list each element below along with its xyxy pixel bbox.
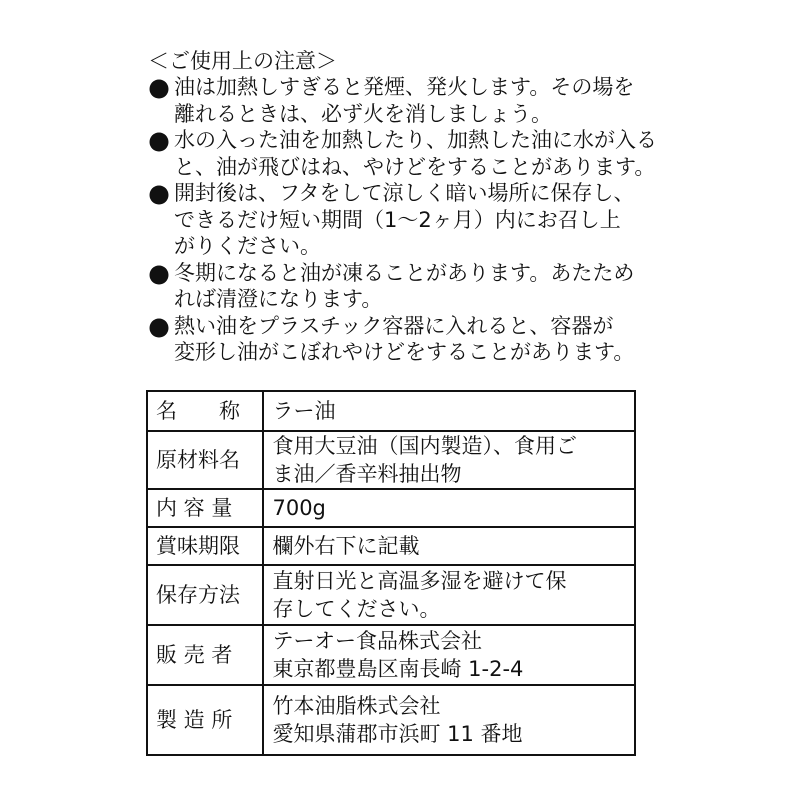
bullet-icon — [148, 184, 170, 206]
table-row-seller — [147, 625, 635, 685]
row-value — [263, 565, 635, 625]
note-line: 離れるときは、必ず火を消しましょう。 — [174, 101, 552, 126]
value-line: 食用大豆油（国内製造）、食用ご — [272, 434, 577, 458]
value-line: テーオー食品株式会社 — [272, 629, 483, 653]
row-label: 賞味期限 — [147, 527, 263, 565]
note-line: できるだけ短い期間（1～2ヶ月）内にお召し上 — [174, 207, 621, 232]
value-line: ラー油 — [272, 399, 336, 423]
note-line: 冬期になると油が凍ることがあります。あたため — [174, 260, 635, 285]
bullet-icon — [148, 78, 170, 100]
row-value — [263, 391, 635, 431]
note-line: がりください。 — [174, 234, 321, 258]
note-line: 油は加熱しすぎると発煙、発火します。その場を — [174, 75, 635, 99]
note-line: 変形し油がこぼれやけどをすることがあります。 — [174, 340, 635, 364]
note-item — [148, 180, 648, 260]
note-line: 開封後は、フタをして涼しく暗い場所に保存し、 — [174, 181, 635, 205]
table-row-name — [147, 391, 635, 431]
note-line: 水の入った油を加熱したり、加熱した油に水が入る — [174, 128, 657, 152]
value-line: 存してください。 — [272, 597, 441, 621]
value-line: ま油／香辛料抽出物 — [272, 462, 462, 486]
bullet-icon — [148, 317, 170, 339]
value-line: 竹本油脂株式会社 — [272, 694, 441, 718]
table-row-ingredients — [147, 431, 635, 489]
row-label: 保存方法 — [147, 565, 263, 625]
row-value — [263, 489, 635, 527]
bullet-icon — [148, 131, 170, 153]
row-value — [263, 527, 635, 565]
row-label: 製 造 所 — [147, 685, 263, 755]
value-line: 欄外右下に記載 — [272, 534, 420, 558]
bullet-icon — [148, 264, 170, 286]
value-line: 東京都豊島区南長崎 1-2-4 — [272, 657, 524, 681]
row-value — [263, 685, 635, 755]
usage-notes — [148, 48, 657, 366]
row-label: 名 称 — [147, 391, 263, 431]
value-line: 愛知県蒲郡市浜町 11 番地 — [272, 722, 523, 746]
row-value — [263, 431, 635, 489]
row-label: 原材料名 — [147, 431, 263, 489]
note-item — [148, 74, 648, 127]
value-line: 700g — [272, 496, 326, 520]
table-row-contents — [147, 489, 635, 527]
note-line: れば清澄になります。 — [174, 287, 383, 311]
value-line: 直射日光と高温多湿を避けて保 — [272, 569, 567, 593]
product-info-table — [146, 390, 636, 756]
table-row-best-before — [147, 527, 635, 565]
row-value — [263, 625, 635, 685]
note-line: と、油が飛びはね、やけどをすることがあります。 — [174, 154, 656, 179]
table-row-storage — [147, 565, 635, 625]
note-item — [148, 313, 648, 366]
notes-heading: ＜ご使用上の注意＞ — [148, 49, 337, 73]
table-row-manufacturer — [147, 685, 635, 755]
note-line: 熱い油をプラスチック容器に入れると、容器が — [174, 313, 614, 338]
row-label: 販 売 者 — [147, 625, 263, 685]
note-item — [148, 260, 648, 313]
note-item — [148, 127, 657, 180]
row-label: 内 容 量 — [147, 489, 263, 527]
